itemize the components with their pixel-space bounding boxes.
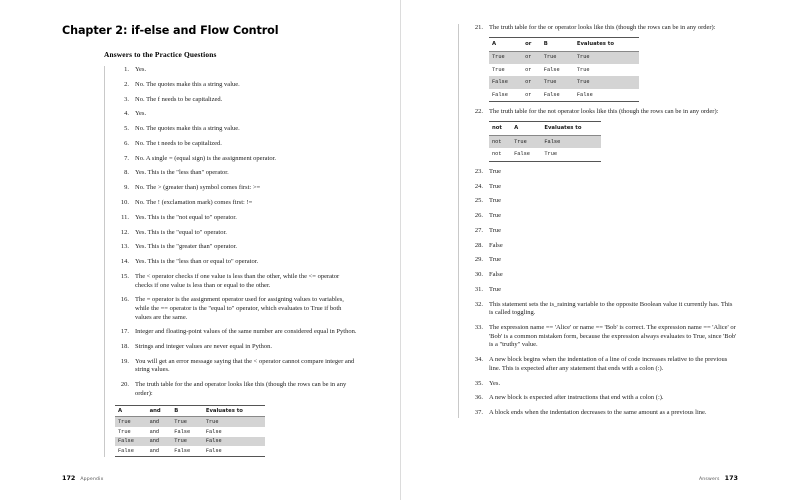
item-number: 9. xyxy=(124,184,129,192)
truth-table-not xyxy=(489,121,601,162)
list-item xyxy=(469,301,738,318)
table-cell: and xyxy=(147,437,172,447)
item-text: Yes. This is the "less than" operator. xyxy=(135,169,229,177)
list-item xyxy=(115,81,358,90)
item-number: 36. xyxy=(474,394,483,402)
table-row xyxy=(489,76,639,88)
table-row xyxy=(115,446,265,456)
table-cell: True xyxy=(511,135,541,148)
list-item xyxy=(115,381,358,398)
item-text: True xyxy=(489,256,502,264)
right-answers-list xyxy=(469,168,738,418)
table-cell: False xyxy=(205,428,222,435)
list-item xyxy=(115,110,358,119)
item-number: 16. xyxy=(120,296,129,304)
table-cell: True xyxy=(541,148,601,161)
item-text: Integer and floating-point values of the same number are considered equal in Python. xyxy=(135,328,357,336)
item-text: True xyxy=(489,286,502,293)
list-item xyxy=(115,66,358,75)
list-item xyxy=(115,273,358,290)
chapter-title: Chapter 2: if-else and Flow Control xyxy=(62,24,279,37)
item-number: 29. xyxy=(474,256,483,264)
item-text: Yes. This is the "equal to" operator. xyxy=(135,228,227,236)
left-answers-list xyxy=(115,66,358,398)
table-header-cell: Evaluates to xyxy=(203,405,265,416)
item-text: The truth table for the or operator looks like this (though the rows can be in any order): xyxy=(489,24,716,31)
table-row xyxy=(489,135,601,148)
table-header-row xyxy=(115,405,265,416)
table-header-row xyxy=(489,37,639,51)
table-header-cell: B xyxy=(541,37,574,51)
item-text: This statement sets the is_raining variable to the opposite Boolean value it currently has. This is called toggling. xyxy=(489,300,733,317)
item-number: 15. xyxy=(120,272,129,280)
table-cell: or xyxy=(522,51,541,64)
right-footer-label: Answers xyxy=(698,477,720,482)
item-number: 5. xyxy=(124,125,129,133)
item-text: A block ends when the indentation decreases to the same amount as a previous line. xyxy=(489,409,707,417)
item-text: True xyxy=(489,226,502,234)
left-page-footer xyxy=(62,474,104,482)
item-text: Yes. xyxy=(135,66,147,73)
list-item xyxy=(115,214,358,223)
item-number: 22. xyxy=(474,108,483,116)
table-cell: False xyxy=(541,135,601,148)
truth-table-or xyxy=(489,37,639,102)
table-cell: and xyxy=(149,428,160,435)
item-text: You will get an error message saying that the < operator cannot compare integer and string values. xyxy=(135,357,355,374)
list-item xyxy=(115,243,358,252)
table-row xyxy=(115,416,265,426)
table-cell: True xyxy=(574,51,639,64)
list-item xyxy=(115,199,358,208)
table-row xyxy=(489,148,601,161)
left-page-number: 172 xyxy=(62,474,76,482)
right-page xyxy=(400,0,800,500)
table-cell: True xyxy=(492,66,505,73)
table-header-cell: B xyxy=(171,405,203,416)
table-cell: True xyxy=(171,437,203,447)
item-number: 1. xyxy=(124,66,129,73)
list-item xyxy=(469,242,738,251)
item-number: 37. xyxy=(474,409,483,417)
table-row xyxy=(489,51,639,64)
item-number: 18. xyxy=(120,343,129,351)
table-cell: or xyxy=(522,76,541,88)
item-text: No. The ! (exclamation mark) comes first: != xyxy=(135,199,253,207)
table-cell: True xyxy=(203,416,265,426)
item-number: 3. xyxy=(124,95,129,103)
list-item xyxy=(469,394,738,403)
table-header-cell: or xyxy=(522,37,541,51)
item-number: 20. xyxy=(120,381,129,389)
table-row xyxy=(489,64,639,76)
table-cell: False xyxy=(171,446,203,456)
list-item xyxy=(469,212,738,221)
table-cell: False xyxy=(115,437,147,447)
list-item xyxy=(115,343,358,352)
list-item xyxy=(469,271,738,280)
item-number: 30. xyxy=(474,271,483,279)
item-text: False xyxy=(489,271,503,279)
left-footer-label: Appendix xyxy=(80,477,104,482)
table-cell: True xyxy=(489,51,522,64)
table-cell: or xyxy=(525,66,532,73)
list-item xyxy=(115,229,358,238)
table-cell: False xyxy=(115,446,147,456)
item-number: 21. xyxy=(474,24,483,31)
list-item xyxy=(115,358,358,375)
table-cell: or xyxy=(522,89,541,102)
item-number: 7. xyxy=(124,154,129,162)
section-heading: Answers to the Practice Questions xyxy=(104,50,217,59)
table-row xyxy=(115,427,265,437)
list-item xyxy=(115,140,358,149)
item-number: 19. xyxy=(120,357,129,365)
item-text: The expression name == 'Alice' or name == 'Bob' is correct. The expression name == 'Alice' or 'Bob' is a common mistaken form, because the expression always evaluates to True, since 'Bob' is a "truthy" value. xyxy=(489,324,737,349)
item-number: 27. xyxy=(474,226,483,234)
table-cell: True xyxy=(576,66,590,73)
list-item xyxy=(115,125,358,134)
item-text: No. The quotes make this a string value. xyxy=(135,125,240,133)
item-text: A new block begins when the indentation of a line of code increases relative to the previous line. This is expected after any statement that ends with a colon (:). xyxy=(489,356,728,372)
list-item xyxy=(115,155,358,164)
truth-table-and xyxy=(115,405,265,458)
right-page-footer xyxy=(699,474,738,482)
table-cell: False xyxy=(543,66,560,73)
table-header-cell: A xyxy=(489,37,522,51)
left-answers-list-container xyxy=(104,66,358,457)
item-number: 12. xyxy=(120,228,129,236)
item-text: True xyxy=(489,212,502,220)
table-cell: and xyxy=(147,446,172,456)
item-number: 23. xyxy=(474,167,483,175)
item-text: No. The f needs to be capitalized. xyxy=(135,95,223,103)
list-item xyxy=(115,258,358,267)
item-text: No. The quotes make this a string value. xyxy=(135,80,240,88)
item-number: 35. xyxy=(474,379,483,387)
table-header-cell: A xyxy=(511,121,541,135)
table-cell: True xyxy=(574,76,639,88)
item-number: 2. xyxy=(124,80,129,88)
item-text: True xyxy=(489,197,502,205)
item-number: 17. xyxy=(120,328,129,336)
table-cell: True xyxy=(118,428,131,435)
item-text: The < operator checks if one value is less than the other, while the <= operator checks if one value is less than or equal to the other. xyxy=(135,272,340,289)
item-number: 32. xyxy=(474,300,483,308)
table-row xyxy=(115,437,265,447)
item-number: 10. xyxy=(120,199,129,207)
table-header-cell: and xyxy=(147,405,172,416)
right-answers-list-container xyxy=(458,24,738,418)
table-row xyxy=(489,89,639,102)
table-cell: True xyxy=(115,416,147,426)
table-cell: False xyxy=(541,89,574,102)
item-text: Yes. xyxy=(135,110,147,118)
item-number: 33. xyxy=(474,324,483,332)
list-item xyxy=(469,380,738,389)
item-number: 24. xyxy=(474,182,483,190)
table-cell: False xyxy=(489,76,522,88)
table-cell: False xyxy=(489,89,522,102)
list-item xyxy=(469,108,738,161)
list-item xyxy=(115,296,358,322)
table-cell: True xyxy=(541,51,574,64)
table-cell: and xyxy=(147,416,172,426)
item-number: 26. xyxy=(474,212,483,220)
list-item xyxy=(469,256,738,265)
list-item xyxy=(469,24,738,102)
item-text: Yes. This is the "less than or equal to" operator. xyxy=(135,258,259,266)
item-number: 6. xyxy=(124,139,129,147)
item-text: No. The > (greater than) symbol comes first: >= xyxy=(135,184,261,192)
table-header-cell: A xyxy=(115,405,147,416)
list-item xyxy=(115,328,358,337)
table-cell: False xyxy=(511,148,541,161)
item-text: No. The t needs to be capitalized. xyxy=(135,139,222,147)
list-item xyxy=(469,197,738,206)
item-text: No. A single = (equal sign) is the assignment operator. xyxy=(135,154,277,162)
item-text: True xyxy=(489,182,502,190)
list-item xyxy=(469,183,738,192)
list-item xyxy=(469,168,738,177)
table-cell: False xyxy=(174,428,191,435)
table-cell: True xyxy=(541,76,574,88)
item-text: False xyxy=(489,241,503,249)
list-item xyxy=(469,409,738,418)
table-cell: False xyxy=(203,446,265,456)
list-item xyxy=(115,184,358,193)
list-item xyxy=(469,286,738,295)
right-page-number: 173 xyxy=(724,474,738,482)
table-cell: False xyxy=(574,89,639,102)
table-cell: not xyxy=(489,135,511,148)
item-text: Strings and integer values are never equal in Python. xyxy=(135,343,273,351)
item-text: The truth table for the not operator looks like this (though the rows can be in any order): xyxy=(489,108,719,116)
list-item xyxy=(115,169,358,178)
item-text: The = operator is the assignment operator used for assigning values to variables, while the == operator is the "equal to" operator, which evaluates to True if both values are the same. xyxy=(135,296,344,321)
list-item xyxy=(469,324,738,350)
item-number: 13. xyxy=(120,243,129,251)
list-item xyxy=(115,96,358,105)
item-text: Yes. This is the "greater than" operator. xyxy=(135,243,238,251)
table-header-cell: not xyxy=(489,121,511,135)
item-number: 31. xyxy=(474,286,483,293)
table-cell: True xyxy=(171,416,203,426)
item-text: Yes. This is the "not equal to" operator. xyxy=(135,213,237,221)
list-item xyxy=(469,356,738,373)
table-header-row xyxy=(489,121,601,135)
item-number: 8. xyxy=(124,169,129,177)
table-header-cell: Evaluates to xyxy=(574,37,639,51)
item-text: True xyxy=(489,167,502,175)
item-text: A new block is expected after instructions that end with a colon (:). xyxy=(489,394,664,402)
item-text: The truth table for the and operator looks like this (though the rows can be in any order): xyxy=(135,381,347,397)
item-number: 14. xyxy=(120,258,129,266)
table-header-cell: Evaluates to xyxy=(541,121,601,135)
table-cell: False xyxy=(203,437,265,447)
item-number: 25. xyxy=(474,197,483,205)
item-number: 34. xyxy=(474,356,483,364)
item-number: 28. xyxy=(474,241,483,249)
table-cell: not xyxy=(489,148,511,161)
item-text: Yes. xyxy=(489,379,501,387)
right-answers-list-top xyxy=(469,24,738,162)
item-number: 11. xyxy=(121,213,129,221)
list-item xyxy=(469,227,738,236)
item-number: 4. xyxy=(124,110,129,118)
